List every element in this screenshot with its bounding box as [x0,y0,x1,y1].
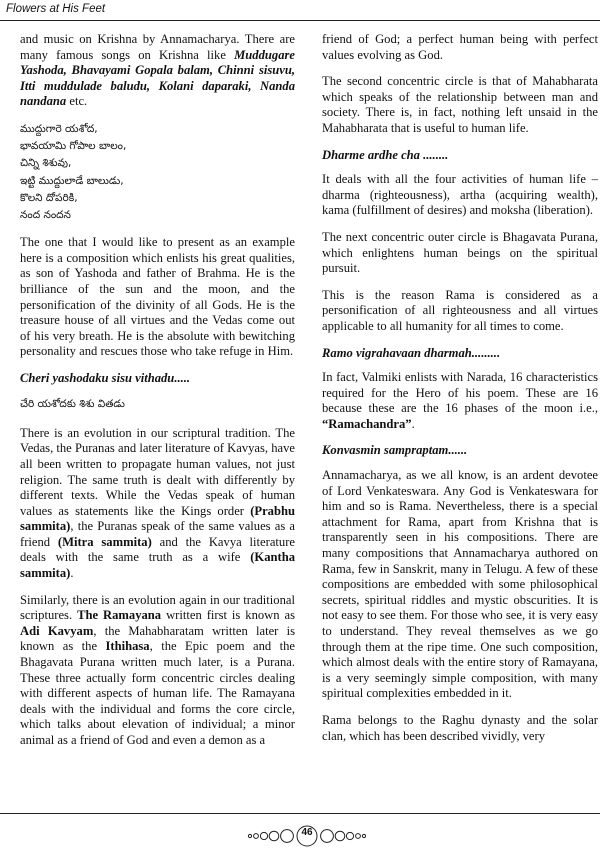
paragraph: The next concentric outer circle is Bhagavata Purana, which enlightens human beings on the spiritual pursuit. [322,229,598,276]
verse-subheading: Dharme ardhe cha ........ [322,147,449,162]
paragraph: This is the reason Rama is considered as a personification of all righteousness and all virtues applicable to all humanity for all times to come. [322,287,598,333]
song-titles: Muddugare Yashoda, Bhavayami Gopala balam, Chinni sisuvu, Itti muddulade baludu, Kolani daparaki, Nanda nandana [20,47,295,109]
right-column [322,32,598,755]
telugu-line: నంద నందన [20,208,71,221]
verse-subheading: Konvasmin sampraptam...... [322,443,468,458]
paragraph: Rama belongs to the Raghu dynasty and the solar clan, which has been described vividly, very [322,712,598,743]
paragraph: The second concentric circle is that of Mahabharata which speaks of the relationship between man and society. There is, in fact, nothing left unsaid in the Mahabharata that is useful to human life. [322,74,598,135]
verse-subheading: Ramo vigrahavaan dharmah......... [322,345,501,360]
footer-rule [0,813,600,814]
paragraph: There is an evolution in our scriptural tradition. The Vedas, the Puranas and later literature of Kavyas, have all been written to propagate human values, not just religion. The same truth is dealt with differently by different texts. While the Vedas speak of human values as statements like the Kings order (Prabhu sammita), the Puranas speak of the same values as a friend (Mitra sammita) and the Kavya literature deals with the same truth as a wife (Kantha sammita). [20,425,295,581]
telugu-line: కొలని దోపరికి, [20,191,78,204]
paragraph: and music on Krishna by Annamacharya. There are many famous songs on Krishna like Muddugare Yashoda, Bhavayami Gopala balam, Chinni sisuvu, Itti muddulade baludu, Kolani daparaki, Nanda nandana etc. [20,32,295,109]
paragraph: The one that I would like to present as an example here is a composition which enlists his great qualities, as son of Yashoda and father of Brahma. He is the brilliance of the sun and the moon, and the personification of the divinity of all Gods. He is the treasure house of all virtues and the Vedas come out of his very breath. He is the absolute with bewitching personality and rescues those who take refuge in Him. [20,235,295,359]
paragraph: In fact, Valmiki enlists with Narada, 16 characteristics required for the Hero of his poem. These are 16 because these are the 16 phases of the moon i.e., “Ramachandra”. [322,370,598,431]
left-column [20,32,295,760]
telugu-line: భావయామి గోపాల బాలం, [20,140,127,153]
telugu-line: ఇట్టి ముద్దులాడే బాలుడు, [20,174,124,187]
telugu-song-list [20,121,295,224]
telugu-line: చిన్ని శిశువు, [20,157,72,170]
page-number: 46 [301,827,313,838]
paragraph: Similarly, there is an evolution again in our traditional scriptures. The Ramayana written first is known as Adi Kavyam, the Mahabharatam written later is known as the Ithihasa, the Epic poem and the Bhagavata Purana written much later, is a Purana. These three actually form concentric circles dealing with different aspects of human life. The Ramayana deals with the individual and forms the core circle, which talks about elevation of individual; a minor animal as a friend of God and even a demon as a [20,592,296,748]
paragraph: It deals with all the four activities of human life – dharma (righteousness), artha (acquiring wealth), kama (fulfillment of desires) and moksha (liberation). [322,172,598,218]
header-rule [0,20,600,21]
verse-subheading: Cheri yashodaku sisu vithadu..... [20,370,191,385]
telugu-line: ముద్దుగారె యశోద, [20,122,98,135]
telugu-verse: చేరి యశోదకు శిశు వితడు [20,397,125,410]
paragraph: friend of God; a perfect human being with perfect values evolving as God. [322,32,598,62]
running-header: Flowers at His Feet [6,3,106,15]
paragraph: Annamacharya, as we all know, is an ardent devotee of Lord Venkateswara. Any God is Venkateswara for him and so is Rama. Nevertheless, there is a special attachment for Rama, apart from Krishna that is transparently seen in his compositions. There are many compositions that Annamacharya authored on Rama, few in Sanskrit, many in Telugu. A few of these compositions are embedded with some philosophical secrets, spiritual riddles and mystic obscurities. It is not easy to see them. For those who see, it is very easy to understand. They reveal themselves as we go through them at the ripe time. One such composition, which almost deals with the entire story of Ramayana, is a very seemingly simple composition, with many spiritual complexities embedded in it. [322,468,598,701]
